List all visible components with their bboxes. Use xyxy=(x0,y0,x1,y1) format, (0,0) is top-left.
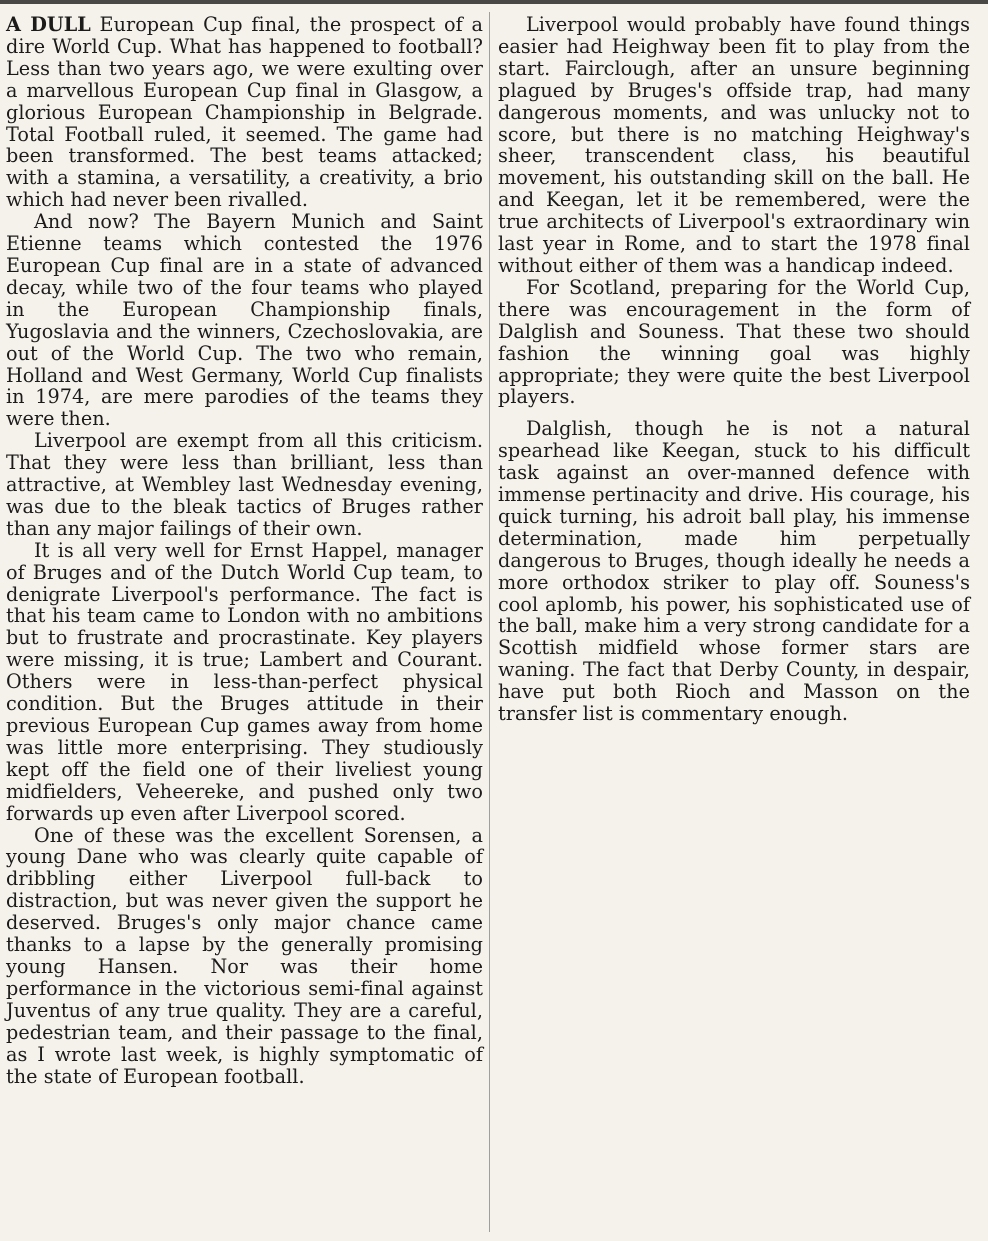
lead-in-caps: A DULL xyxy=(6,13,91,36)
paragraph: And now? The Bayern Munich and Saint Etienne teams which contested the 1976 European Cup final are in a state of advanced decay, while two of the four teams who played in the European Championship finals, Yugoslavia and the winners, Czechoslovakia, are out of the World Cup. The two who remain, Holland and West Germany, World Cup finalists in 1974, are mere parodies of the teams they were then. xyxy=(6,210,483,431)
top-rule xyxy=(0,0,988,4)
article-column-right xyxy=(498,14,970,725)
paragraph xyxy=(6,14,483,211)
paragraph: One of these was the excellent Sorensen, a young Dane who was clearly quite capable of dribbling either Liverpool full-back to distraction, but was never given the support he deserved. Bruges's only major chance came thanks to a lapse by the generally promising young Hansen. Nor was their home performance in the victorious semi-final against Juventus of any true quality. They are a careful, pedestrian team, and their passage to the final, as I wrote last week, is highly symptomatic of the state of European football. xyxy=(6,823,483,1088)
paragraph: Liverpool would probably have found things easier had Heighway been fit to play from the start. Fairclough, after an unsure beginning plagued by Bruges's offside trap, had many dangerous moments, and was unlucky not to score, but there is no matching Heighway's sheer, transcendent class, his beautiful movement, his outstanding skill on the ball. He and Keegan, let it be remembered, were the true architects of Liverpool's extraordinary win last year in Rome, and to start the 1978 final without either of them was a handicap indeed. xyxy=(498,13,970,277)
paragraph: Dalglish, though he is not a natural spearhead like Keegan, stuck to his difficult task against an over-manned defence with immense pertinacity and drive. His courage, his quick turning, his adroit ball play, his immense determination, made him perpetually dangerous to Bruges, though ideally he needs a more orthodox striker to play off. Souness's cool aplomb, his power, his sophisticated use of the ball, make him a very strong candidate for a Scottish midfield whose former stars are waning. The fact that Derby County, in despair, have put both Rioch and Masson on the transfer list is commentary enough. xyxy=(498,417,970,726)
paragraph: Liverpool are exempt from all this criticism. That they were less than brilliant, less than attractive, at Wembley last Wednesday evening, was due to the bleak tactics of Bruges rather than any major failings of their own. xyxy=(6,429,483,540)
paragraph: It is all very well for Ernst Happel, manager of Bruges and of the Dutch World Cup team, to denigrate Liverpool's performance. The fact is that his team came to London with no ambitions but to frustrate and procrastinate. Key players were missing, it is true; Lambert and Courant. Others were in less-than-perfect physical condition. But the Bruges attitude in their previous European Cup games away from home was little more enterprising. They studiously kept off the field one of their liveliest young midfielders, Veheereke, and pushed only two forwards up even after Liverpool scored. xyxy=(6,538,483,825)
column-divider xyxy=(489,12,490,1232)
article-column-left xyxy=(6,14,483,1087)
paragraph-text: European Cup final, the prospect of a dire World Cup. What has happened to football? Less than two years ago, we were exulting over a marvellous European Cup final in Glasgow, a glorious European Championship in Belgrade. Total Football ruled, it seemed. The game had been transformed. The best teams attacked; with a stamina, a versatility, a creativity, a brio which had never been rivalled. xyxy=(6,13,483,212)
paragraph: For Scotland, preparing for the World Cup, there was encouragement in the form of Dalglish and Souness. That these two should fashion the winning goal was highly appropriate; they were quite the best Liverpool players. xyxy=(498,275,970,409)
